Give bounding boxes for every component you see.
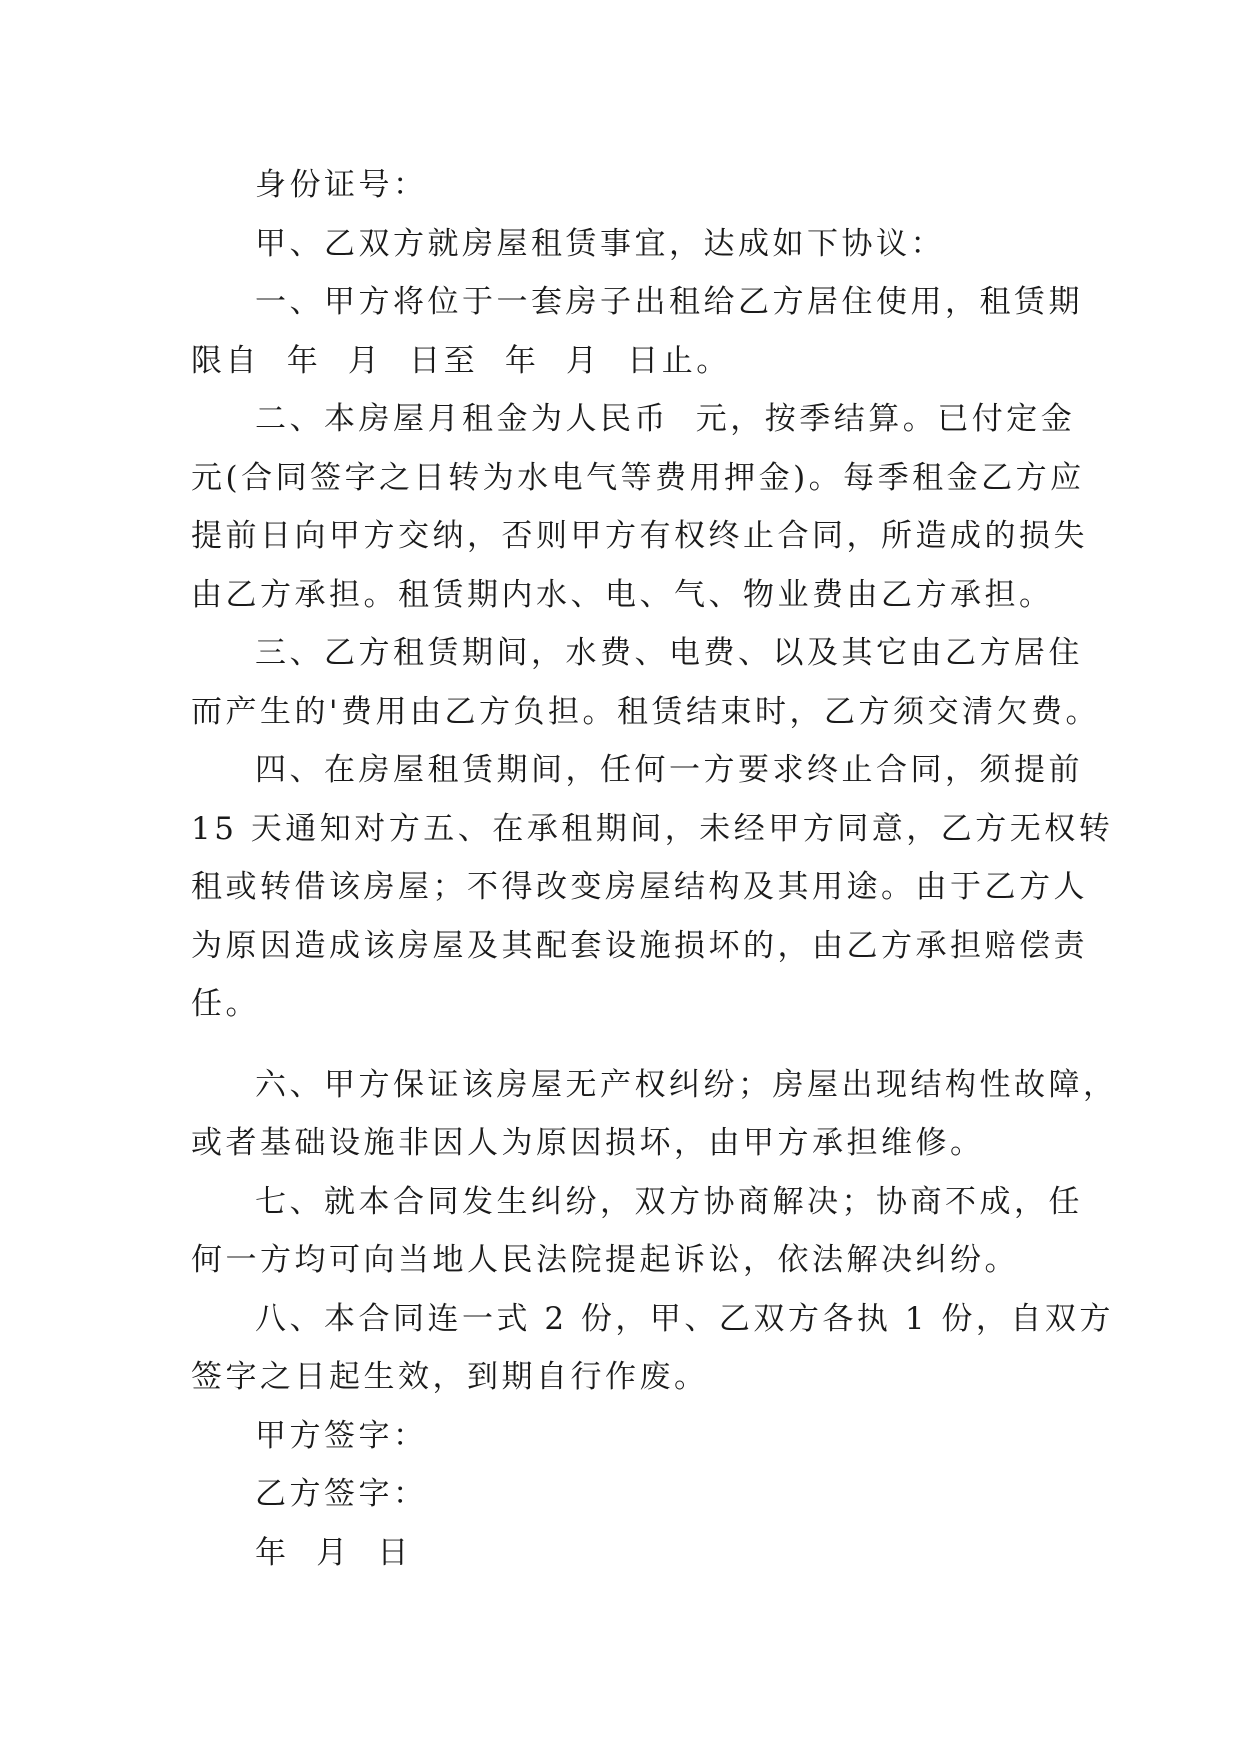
- paragraph-line: 三、乙方租赁期间，水费、电费、以及其它由乙方居住: [255, 635, 1083, 671]
- paragraph-agreement-intro: [191, 215, 1051, 274]
- paragraph-party-b-signature: [191, 1465, 1051, 1524]
- paragraph-clause-3: [191, 624, 1101, 741]
- paragraph-line: 何一方均可向当地人民法院提起诉讼，依法解决纠纷。: [191, 1242, 1019, 1278]
- paragraph-line: 甲方签字：: [255, 1417, 428, 1454]
- paragraph-line: 而产生的'费用由乙方负担。租赁结束时，乙方须交清欠费。: [191, 693, 1101, 730]
- paragraph-line: 任。: [191, 986, 260, 1022]
- paragraph-id-number: [191, 156, 1051, 215]
- paragraph-line: 乙方签字：: [255, 1476, 428, 1512]
- paragraph-date-line: [191, 1524, 1051, 1583]
- paragraph-line: 签字之日起生效，到期自行作废。: [191, 1359, 709, 1395]
- paragraph-line: 限自 年 月 日至 年 月 日止。: [191, 342, 731, 379]
- paragraph-line: 为原因造成该房屋及其配套设施损坏的，由乙方承担赔偿责: [191, 927, 1088, 964]
- paragraph-line: 15 天通知对方五、在承租期间，未经甲方同意，乙方无权转: [191, 810, 1114, 847]
- document-body: [191, 156, 1118, 1582]
- paragraph-line: 二、本房屋月租金为人民币 元，按季结算。已付定金: [255, 401, 1076, 437]
- paragraph-line: 或者基础设施非因人为原因损坏，由甲方承担维修。: [191, 1125, 985, 1161]
- paragraph-line: 元(合同签字之日转为水电气等费用押金)。每季租金乙方应: [191, 459, 1085, 496]
- paragraph-line: 四、在房屋租赁期间，任何一方要求终止合同，须提前: [255, 752, 1083, 788]
- paragraph-clause-4-5: [191, 741, 1114, 1034]
- paragraph-line: 甲、乙双方就房屋租赁事宜，达成如下协议：: [255, 225, 945, 262]
- paragraph-line: 年 月 日: [255, 1534, 412, 1571]
- paragraph-line: 提前日向甲方交纳，否则甲方有权终止合同，所造成的损失: [191, 518, 1088, 554]
- paragraph-clause-7: [191, 1173, 1083, 1290]
- paragraph-line: 六、甲方保证该房屋无产权纠纷；房屋出现结构性故障，: [255, 1066, 1118, 1103]
- paragraph-party-a-signature: [191, 1407, 1051, 1466]
- paragraph-clause-1: [191, 273, 1083, 390]
- paragraph-line: 七、就本合同发生纠纷，双方协商解决；协商不成，任: [255, 1183, 1083, 1220]
- paragraph-line: 租或转借该房屋；不得改变房屋结构及其用途。由于乙方人: [191, 869, 1088, 905]
- paragraph-clause-8: [191, 1290, 1114, 1407]
- paragraph-clause-6: [191, 1056, 1118, 1173]
- paragraph-line: 一、甲方将位于一套房子出租给乙方居住使用，租赁期: [255, 284, 1083, 320]
- paragraph-clause-2: [191, 390, 1088, 624]
- paragraph-line: 由乙方承担。租赁期内水、电、气、物业费由乙方承担。: [191, 576, 1054, 613]
- paragraph-line: 八、本合同连一式 2 份，甲、乙双方各执 1 份，自双方: [255, 1300, 1114, 1337]
- paragraph-line: 身份证号：: [255, 167, 428, 203]
